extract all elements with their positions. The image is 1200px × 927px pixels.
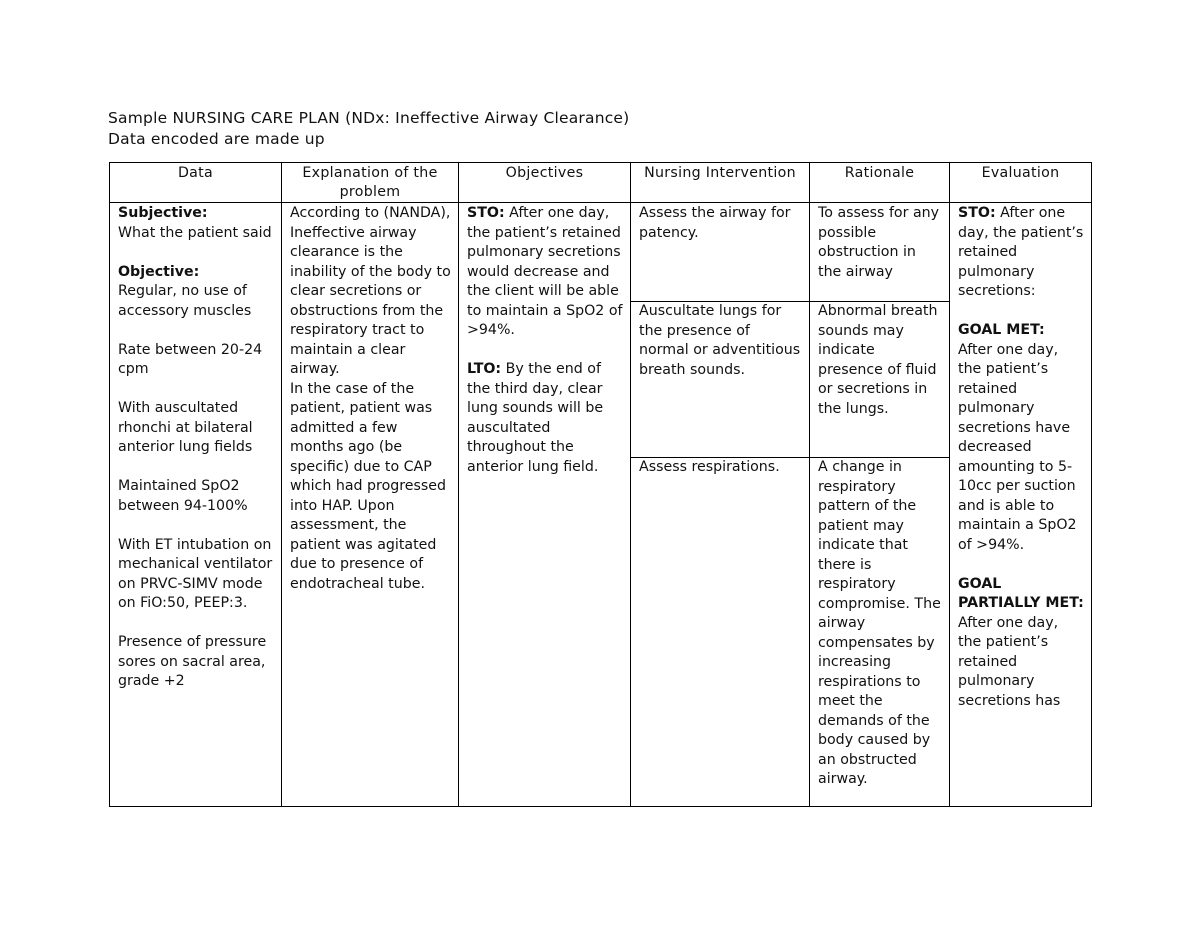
intervention-item: Assess respirations. xyxy=(631,457,809,478)
eval-sto-label: STO: xyxy=(958,205,996,221)
rationale-item: To assess for any possible obstruction in the airway xyxy=(818,205,940,280)
objectives-cell xyxy=(459,203,631,807)
goal-partially-met-text: After one day, the patient’s retained pulmonary secretions has xyxy=(958,614,1061,709)
sto-text: After one day, the patient’s retained pulmonary secretions would decrease and the client will be able to maintain a SpO2 of >94%. xyxy=(467,205,623,338)
intervention-cell xyxy=(631,203,810,807)
subjective-text: What the patient said xyxy=(118,224,272,241)
table-row xyxy=(110,203,1092,807)
objective-item: Presence of pressure sores on sacral area, grade +2 xyxy=(118,634,267,689)
sto-label: STO: xyxy=(467,205,505,221)
explanation-definition: According to (NANDA), Ineffective airway clearance is the inability of the body to clear secretions or obstructions from the respiratory tract to maintain a clear airway. xyxy=(290,205,451,377)
header-explanation: Explanation of the problem xyxy=(282,163,459,203)
document-title: Sample NURSING CARE PLAN (NDx: Ineffective Airway Clearance) xyxy=(108,109,630,127)
header-evaluation: Evaluation xyxy=(950,163,1092,203)
objective-item: Rate between 20-24 cpm xyxy=(118,341,263,377)
goal-partially-met-label: GOAL PARTIALLY MET: xyxy=(958,575,1084,611)
intervention-item: Assess the airway for patency. xyxy=(639,205,791,241)
short-term-objective xyxy=(467,204,623,341)
objective-item: With ET intubation on mechanical ventilator on PRVC-SIMV mode on FiO:50, PEEP:3. xyxy=(118,536,273,611)
header-nursing-intervention: Nursing Intervention xyxy=(631,163,810,203)
objective-label: Objective: xyxy=(118,263,200,280)
goal-met-label: GOAL MET: xyxy=(958,322,1045,338)
header-rationale: Rationale xyxy=(810,163,950,203)
rationale-item: Abnormal breath sounds may indicate presence of fluid or secretions in the lungs. xyxy=(810,301,949,457)
evaluation-sto xyxy=(958,204,1084,302)
header-data: Data xyxy=(110,163,282,203)
objective-item: Regular, no use of accessory muscles xyxy=(118,283,252,319)
lto-label: LTO: xyxy=(467,361,502,377)
document-subtitle: Data encoded are made up xyxy=(108,130,325,148)
long-term-objective xyxy=(467,360,623,477)
objective-item: With auscultated rhonchi at bilateral anterior lung fields xyxy=(118,400,253,455)
table-header-row xyxy=(110,163,1092,203)
explanation-cell xyxy=(282,203,459,807)
header-objectives: Objectives xyxy=(459,163,631,203)
evaluation-cell xyxy=(950,203,1092,807)
rationale-cell xyxy=(810,203,950,807)
explanation-patient-case: In the case of the patient, patient was admitted a few months ago (be specific) due to CAP which had progressed into HAP. Upon assessment, the patient was agitated due to presence of endotracheal tube. xyxy=(290,380,447,592)
objective-item: Maintained SpO2 between 94-100% xyxy=(118,478,248,514)
subjective-label: Subjective: xyxy=(118,205,208,221)
document-title-block xyxy=(108,108,1108,150)
intervention-item: Auscultate lungs for the presence of normal or adventitious breath sounds. xyxy=(631,301,809,457)
lto-text: By the end of the third day, clear lung sounds will be auscultated throughout the anterior lung field. xyxy=(467,361,604,475)
rationale-item: A change in respiratory pattern of the patient may indicate that there is respiratory compromise. The airway compensates by increasing respirations to meet the demands of the body caused by an obstructed airway. xyxy=(810,457,949,790)
goal-met-text: After one day, the patient’s retained pulmonary secretions have decreased amounting to 5-10cc per suction and is able to maintain a SpO2 of >94%. xyxy=(958,341,1077,553)
eval-sto-text: After one day, the patient’s retained pulmonary secretions: xyxy=(958,205,1084,299)
nursing-care-plan-table xyxy=(109,162,1092,807)
data-cell xyxy=(110,203,282,807)
